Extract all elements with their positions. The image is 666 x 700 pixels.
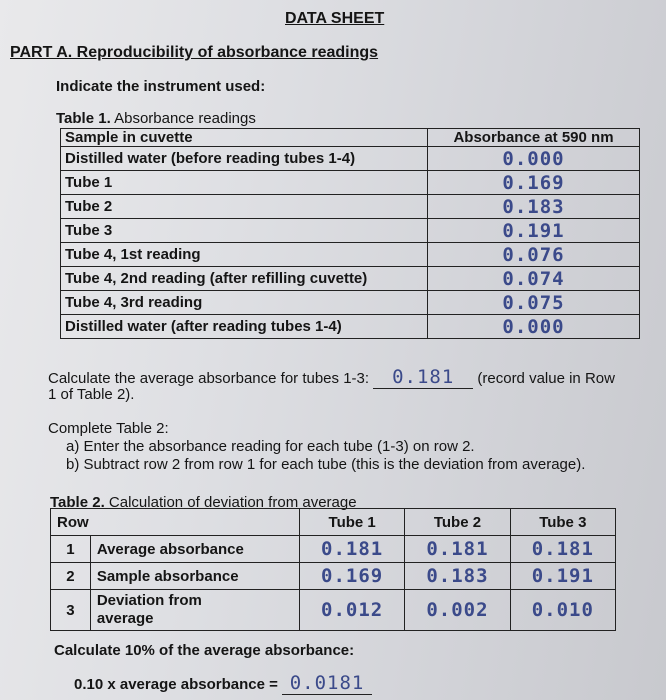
tube1-cell[interactable] — [299, 563, 404, 590]
table-header-row — [51, 509, 616, 536]
tube1-cell[interactable] — [299, 536, 404, 563]
table-row — [61, 267, 640, 291]
handwritten-value: 0.181 — [531, 538, 594, 560]
table1-caption-text: Absorbance readings — [114, 110, 256, 127]
table2-caption-text: Calculation of deviation from average — [108, 494, 357, 511]
handwritten-value: 0.191 — [531, 565, 594, 587]
step-b: b) Subtract row 2 from row 1 for each tube (this is the deviation from average). — [66, 456, 586, 473]
tube1-cell[interactable] — [299, 590, 404, 631]
average-answer-field[interactable] — [373, 366, 473, 389]
handwritten-value: 0.074 — [502, 267, 565, 290]
row-label: Distilled water (before reading tubes 1-4) — [61, 147, 428, 171]
table-row — [61, 195, 640, 219]
tube2-cell[interactable] — [405, 590, 510, 631]
absorbance-cell[interactable] — [428, 291, 640, 315]
row-label: Tube 1 — [61, 171, 428, 195]
table1-caption-label: Table 1. — [56, 110, 111, 127]
part-a-heading: PART A. Reproducibility of absorbance readings — [10, 44, 379, 61]
handwritten-value: 0.0181 — [289, 672, 365, 694]
table1-caption — [56, 110, 256, 127]
table-row — [61, 315, 640, 339]
row-label: Sample absorbance — [90, 563, 299, 590]
row-label — [90, 590, 299, 631]
row-label: Tube 4, 1st reading — [61, 243, 428, 267]
absorbance-cell[interactable] — [428, 171, 640, 195]
ten-percent-answer-field[interactable] — [282, 672, 372, 695]
average-note: (record value in Row — [477, 370, 615, 387]
handwritten-value: 0.183 — [502, 195, 565, 218]
handwritten-value: 0.191 — [502, 219, 565, 242]
handwritten-value: 0.181 — [392, 366, 455, 388]
table-row — [61, 291, 640, 315]
table-header-row — [61, 129, 640, 147]
handwritten-value: 0.181 — [321, 538, 384, 560]
handwritten-value: 0.075 — [502, 291, 565, 314]
ten-percent-heading: Calculate 10% of the average absorbance: — [54, 642, 355, 659]
row-label-line1: Deviation from — [96, 592, 202, 609]
row-label: Tube 4, 3rd reading — [61, 291, 428, 315]
handwritten-value: 0.002 — [426, 599, 489, 621]
page-title: DATA SHEET — [285, 10, 385, 27]
row-number: 1 — [51, 536, 91, 563]
absorbance-table — [60, 128, 640, 339]
col-tube2-header: Tube 2 — [405, 509, 510, 536]
table-row — [61, 243, 640, 267]
handwritten-value: 0.169 — [502, 171, 565, 194]
col-tube3-header: Tube 3 — [510, 509, 615, 536]
row-label: Average absorbance — [90, 536, 299, 563]
absorbance-cell[interactable] — [428, 195, 640, 219]
handwritten-value: 0.183 — [426, 565, 489, 587]
tube3-cell[interactable] — [510, 590, 615, 631]
table-row — [51, 590, 616, 631]
ten-percent-line — [74, 672, 372, 695]
handwritten-value: 0.000 — [502, 147, 565, 170]
row-label: Distilled water (after reading tubes 1-4) — [61, 315, 428, 339]
deviation-table — [50, 508, 616, 631]
handwritten-value: 0.181 — [426, 538, 489, 560]
col-absorbance-header: Absorbance at 590 nm — [428, 129, 640, 147]
average-note-continued: 1 of Table 2). — [48, 386, 135, 403]
absorbance-cell[interactable] — [428, 219, 640, 243]
col-sample-header: Sample in cuvette — [61, 129, 428, 147]
handwritten-value: 0.012 — [321, 599, 384, 621]
tube3-cell[interactable] — [510, 536, 615, 563]
table-row — [61, 219, 640, 243]
tube3-cell[interactable] — [510, 563, 615, 590]
col-tube1-header: Tube 1 — [299, 509, 404, 536]
handwritten-value: 0.169 — [321, 565, 384, 587]
tube2-cell[interactable] — [405, 563, 510, 590]
row-label-line2: average — [96, 610, 154, 627]
handwritten-value: 0.010 — [531, 599, 594, 621]
table-row — [51, 536, 616, 563]
row-label: Tube 3 — [61, 219, 428, 243]
table-row — [51, 563, 616, 590]
row-number: 2 — [51, 563, 91, 590]
handwritten-value: 0.076 — [502, 243, 565, 266]
complete-table2-heading: Complete Table 2: — [48, 420, 169, 437]
average-prompt: Calculate the average absorbance for tubes 1-3: — [48, 370, 370, 387]
absorbance-cell[interactable] — [428, 243, 640, 267]
tube2-cell[interactable] — [405, 536, 510, 563]
step-a: a) Enter the absorbance reading for each tube (1-3) on row 2. — [66, 438, 475, 455]
table-row — [61, 171, 640, 195]
absorbance-cell[interactable] — [428, 315, 640, 339]
row-label: Tube 2 — [61, 195, 428, 219]
instrument-prompt: Indicate the instrument used: — [56, 78, 266, 95]
ten-percent-formula: 0.10 x average absorbance = — [74, 676, 278, 693]
absorbance-cell[interactable] — [428, 267, 640, 291]
table2-caption-label: Table 2. — [50, 494, 105, 511]
handwritten-value: 0.000 — [502, 315, 565, 338]
row-label: Tube 4, 2nd reading (after refilling cuvette) — [61, 267, 428, 291]
col-row-header: Row — [51, 509, 300, 536]
absorbance-cell[interactable] — [428, 147, 640, 171]
row-number: 3 — [51, 590, 91, 631]
table-row — [61, 147, 640, 171]
